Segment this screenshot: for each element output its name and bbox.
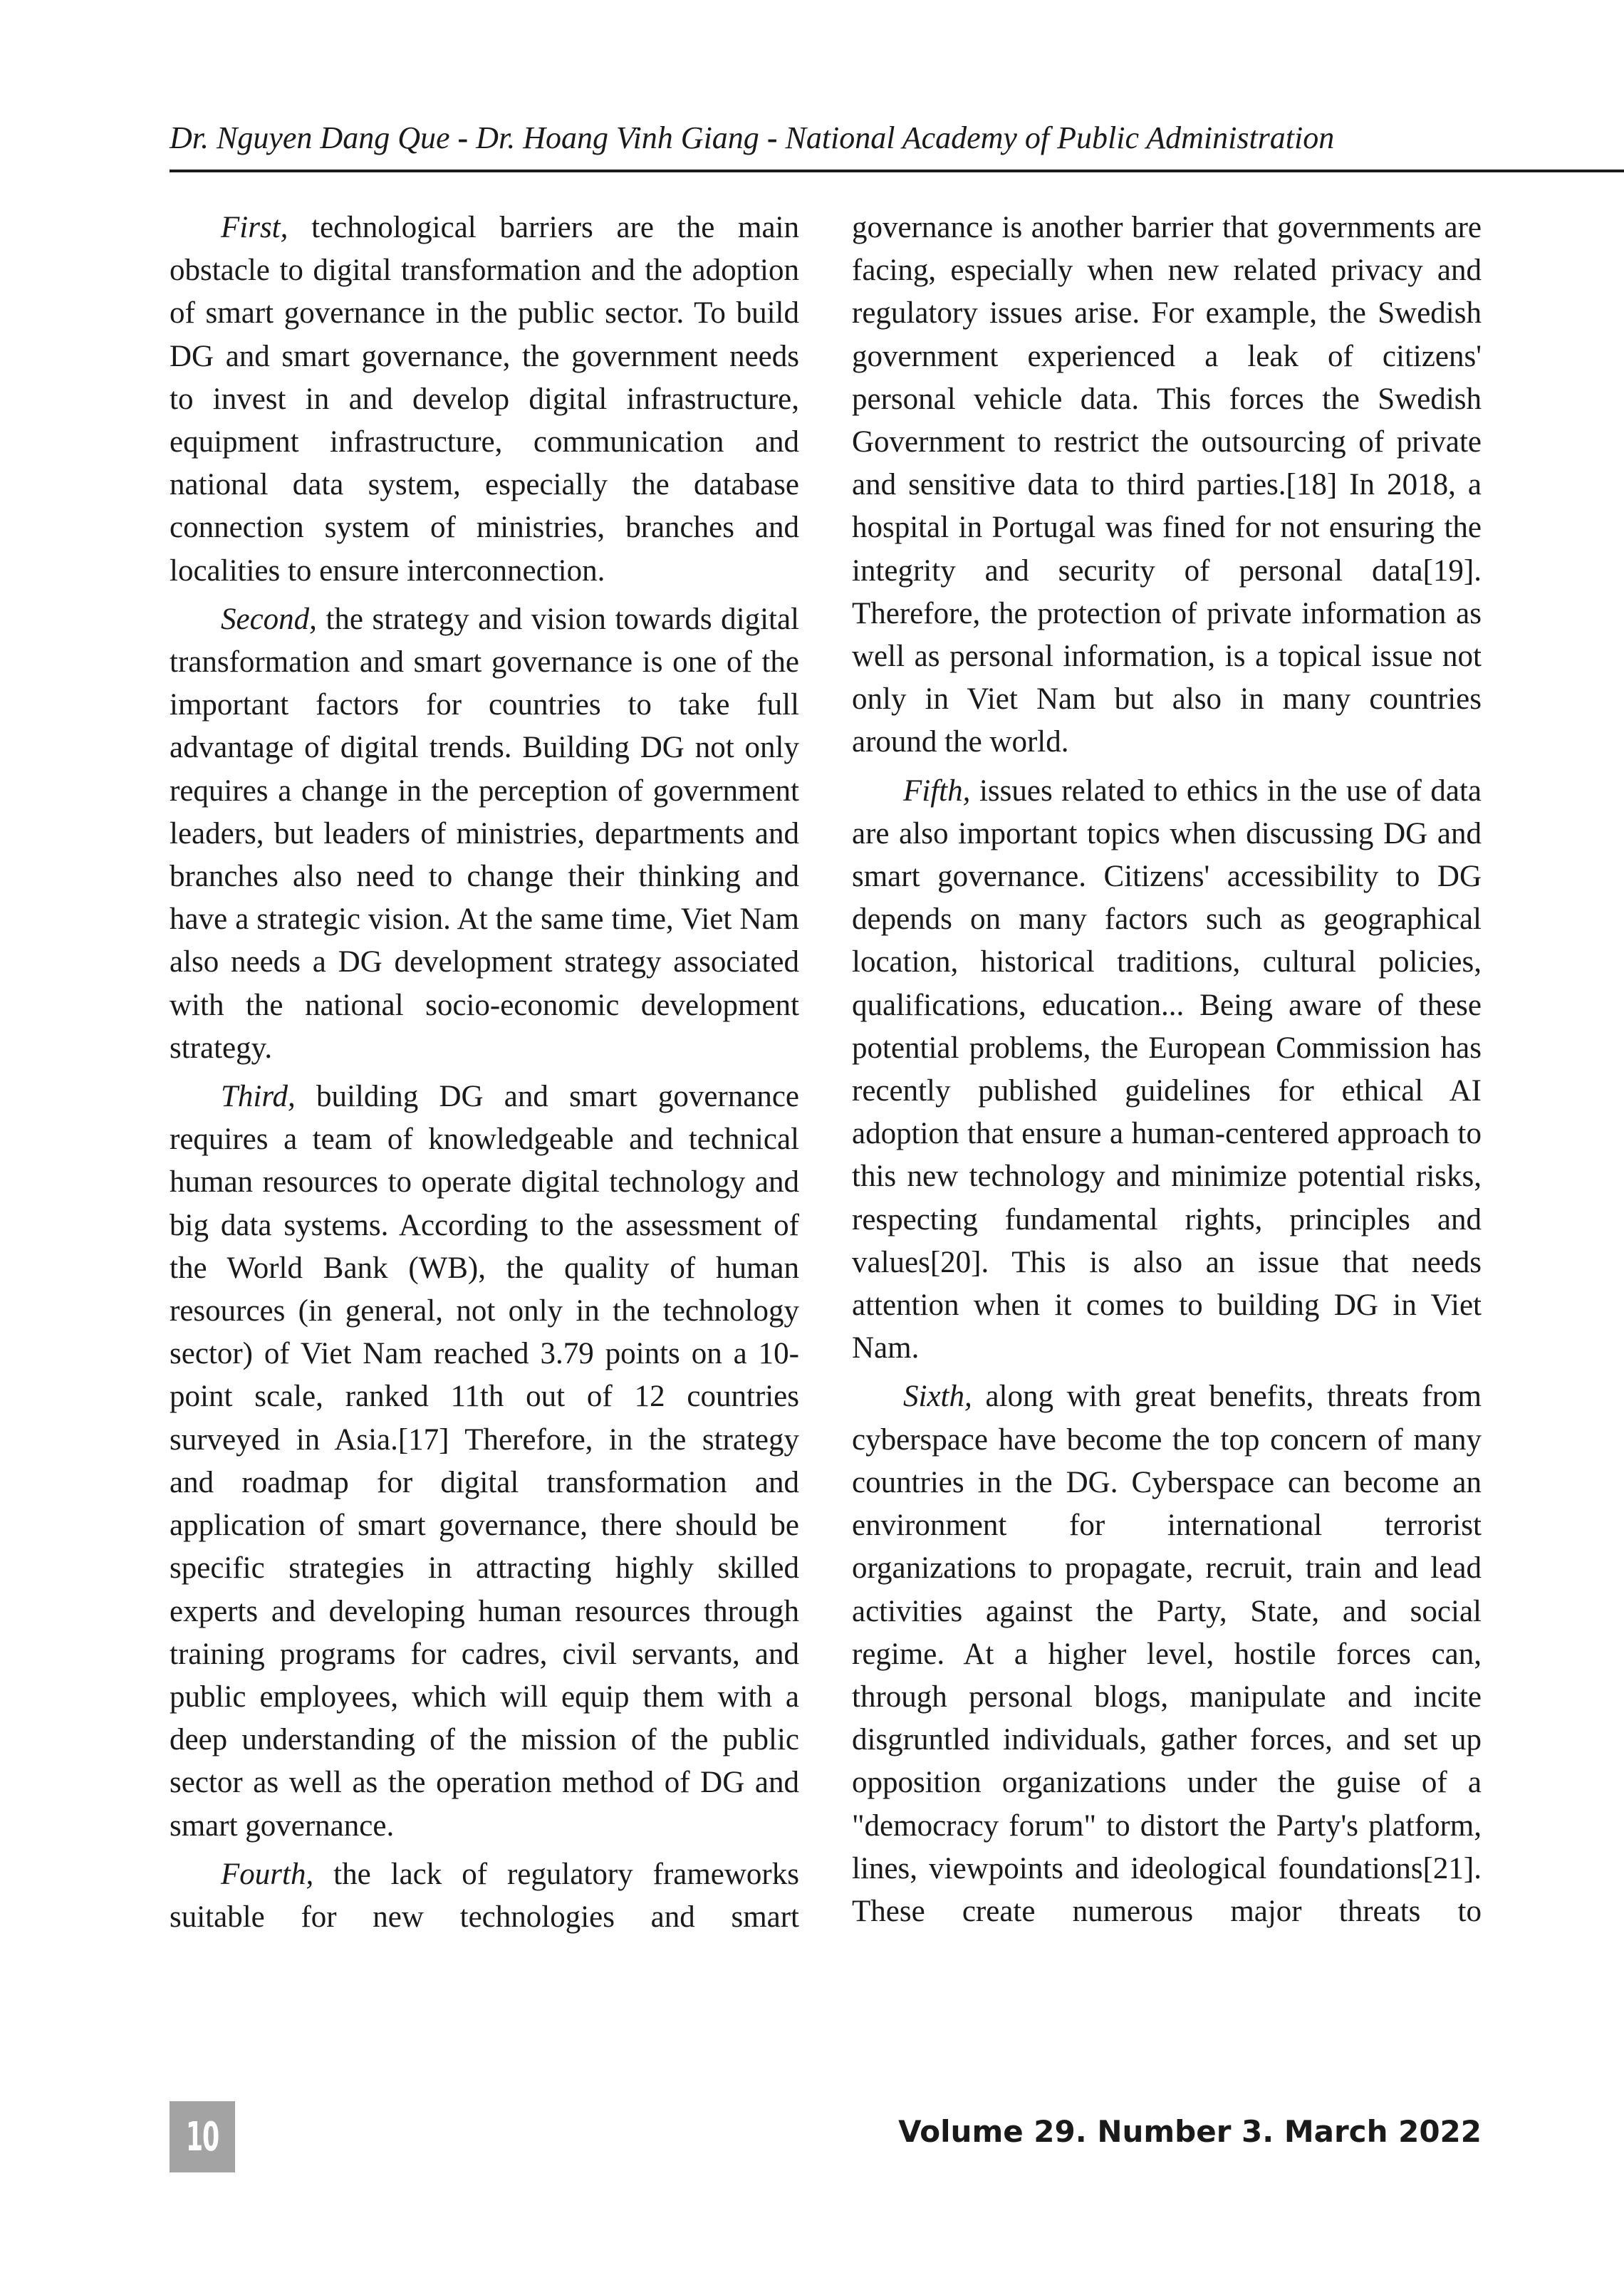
paragraph-text: governance is another barrier that governments are facing, especially when new related privacy and regulatory issues arise. For example, the Swedish government experienced a leak of citizens' personal vehicle data. This forces the Swedish Government to restrict the outsourcing of private and sensitive data to third parties.[18] In 2018, a hospital in Portugal was fined for not ensuring the integrity and security of personal data[19]. Therefore, the protection of private information as well as personal information, is a topical issue not only in Viet Nam but also in many countries around the world. [852,211,1482,759]
paragraph-fourth-continued [852,207,1482,764]
left-column [170,207,799,1945]
paragraph-second [170,598,799,1070]
issue-info: Volume 29. Number 3. March 2022 [898,2114,1482,2149]
right-column [852,207,1482,1939]
paragraph-lead: Fifth, [903,774,971,808]
author-1: Dr. Nguyen Dang Que [170,120,450,155]
paragraph-lead: First, [221,211,288,244]
paragraph-text: issues related to ethics in the use of data are also important topics when discussing DG and smart governance. Citizens' accessibility to DG depends on many factors such as geographical location, historical traditions, cultural policies, qualifications, education... Being aware of these potential problems, the European Commission has recently published guidelines for ethical AI adoption that ensure a human-centered approach to this new technology and minimize potential risks, respecting fundamental rights, principles and values[20]. This is also an issue that needs attention when it comes to building DG in Viet Nam. [852,774,1482,1365]
header-rule [170,170,1624,172]
paragraph-lead: Sixth, [903,1380,972,1414]
paragraph-lead: Second, [221,602,317,636]
header-separator-2: - [766,120,778,155]
paragraph-lead: Third, [221,1080,296,1114]
paragraph-fifth [852,770,1482,1370]
page-number-box [170,2101,235,2172]
paragraph-sixth [852,1375,1482,1933]
paragraph-text: the lack of regulatory frameworks suitable for new technologies and smart [170,1857,799,1934]
paragraph-fourth [170,1853,799,1939]
running-header [170,120,1334,156]
institution: National Academy of Public Administration [785,120,1335,155]
header-separator-1: - [457,120,469,155]
paragraph-text: building DG and smart governance requires a team of knowledgeable and technical human resources to operate digital technology and big data systems. According to the assessment of the World Bank (WB), the quality of human resources (in general, not only in the technology sector) of Viet Nam reached 3.79 points on a 10-point scale, ranked 11th out of 12 countries surveyed in Asia.[17] Therefore, in the strategy and roadmap for digital transformation and application of smart governance, there should be specific strategies in attracting highly skilled experts and developing human resources through training programs for cadres, civil servants, and public employees, which will equip them with a deep understanding of the mission of the public sector as well as the operation method of DG and smart governance. [170,1080,799,1843]
author-2: Dr. Hoang Vinh Giang [476,120,759,155]
paragraph-first [170,207,799,593]
paragraph-third [170,1076,799,1848]
page-number: 10 [186,2113,219,2160]
paragraph-text: technological barriers are the main obstacle to digital transformation and the adoption of smart governance in the public sector. To build DG and smart governance, the government needs to invest in and develop digital infrastructure, equipment infrastructure, communication and national data system, especially the database connection system of ministries, branches and localities to ensure interconnection. [170,211,799,588]
paragraph-text: the strategy and vision towards digital transformation and smart governance is one of the important factors for countries to take full advantage of digital trends. Building DG not only requires a change in the perception of government leaders, but leaders of ministries, departments and branches also need to change their thinking and have a strategic vision. At the same time, Viet Nam also needs a DG development strategy associated with the national socio-economic development strategy. [170,602,799,1065]
paragraph-lead: Fourth, [221,1857,314,1891]
paragraph-text: along with great benefits, threats from cyberspace have become the top concern of many countries in the DG. Cyberspace can become an environment for international terrorist organizations to propagate, recruit, train and lead activities against the Party, State, and social regime. At a higher level, hostile forces can, through personal blogs, manipulate and incite disgruntled individuals, gather forces, and set up opposition organizations under the guise of a "democracy forum" to distort the Party's platform, lines, viewpoints and ideological foundations[21]. These create numerous major threats to [852,1380,1482,1928]
